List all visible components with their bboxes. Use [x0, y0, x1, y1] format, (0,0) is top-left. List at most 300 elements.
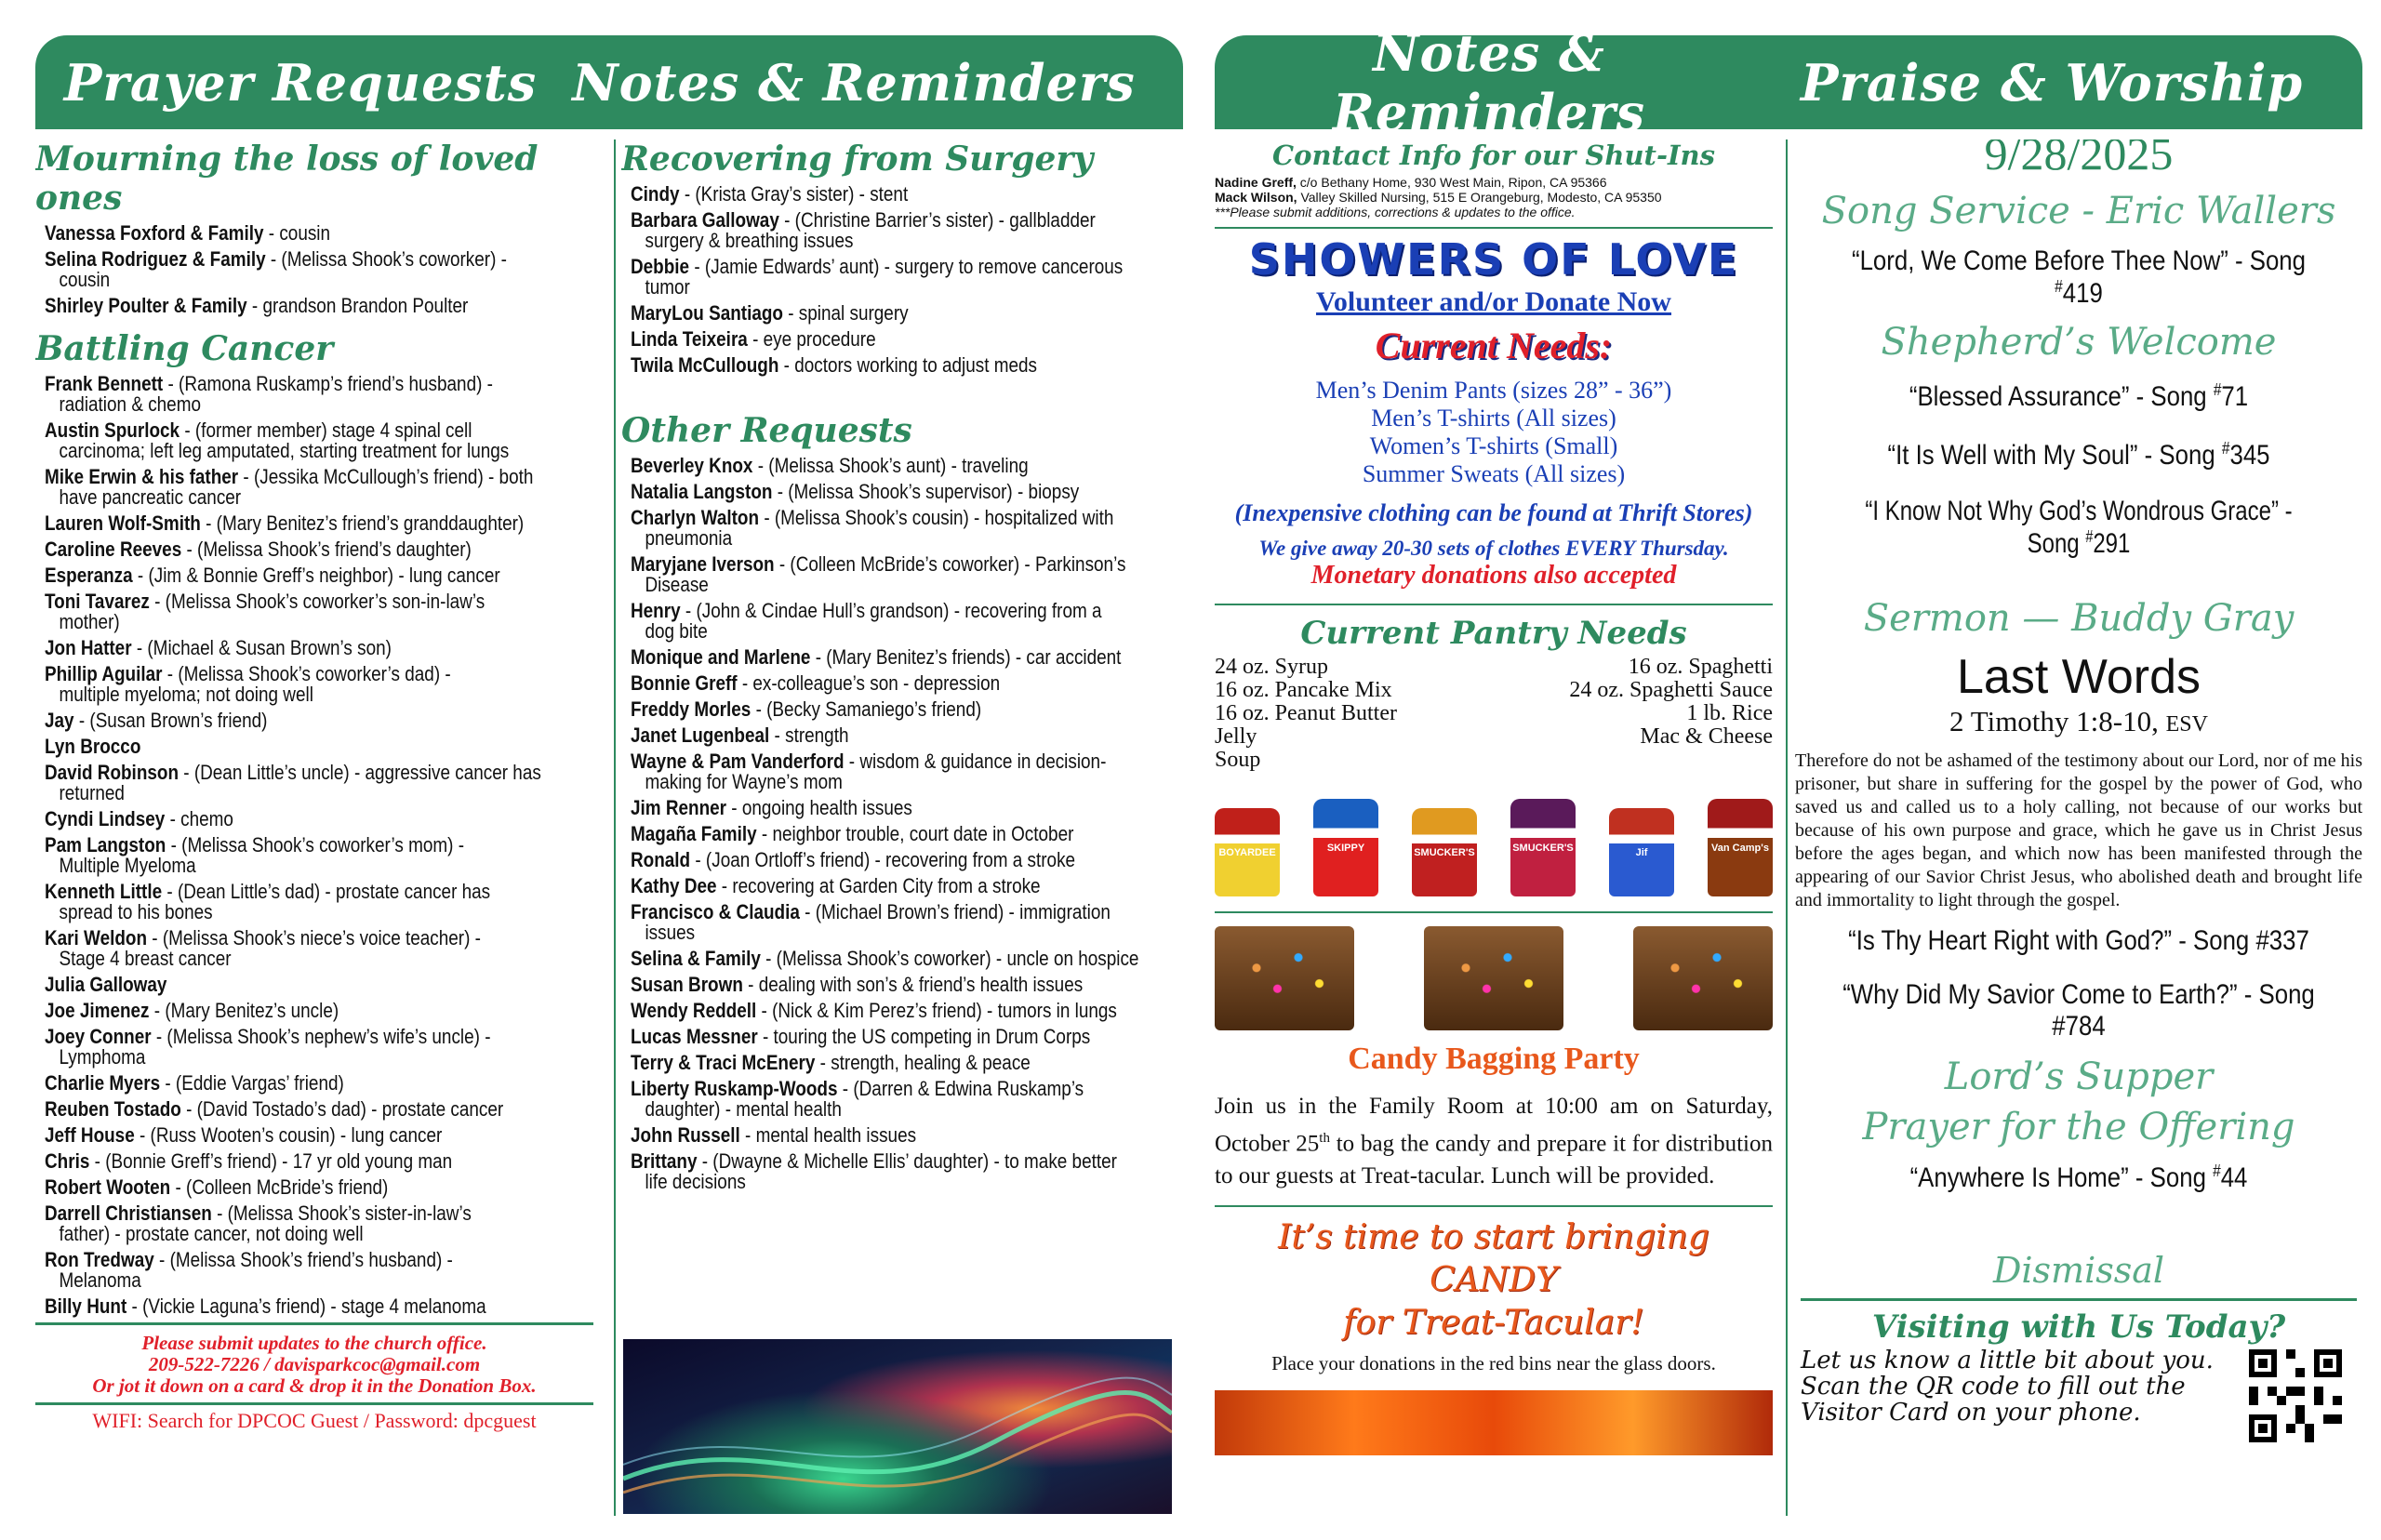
- item-description: - eye procedure: [747, 327, 876, 351]
- list-item: [631, 601, 1179, 642]
- product-label: SKIPPY: [1326, 842, 1365, 854]
- list-item: [631, 1125, 1179, 1146]
- item-name: Kari Weldon: [45, 926, 148, 949]
- column-praise-worship: [1795, 139, 2362, 1525]
- item-continuation: have pancreatic cancer: [59, 485, 242, 509]
- item-name: Frank Bennett: [45, 372, 164, 395]
- item-continuation: multiple myeloma; not doing well: [59, 683, 313, 706]
- item-description: - (Mary Benitez’s friends) - car accident: [810, 645, 1122, 669]
- rule-candy: [1215, 911, 1773, 913]
- shut-in-note: ***Please submit additions, corrections & updates to the office.: [1215, 205, 1576, 219]
- item-name: Debbie: [631, 255, 690, 278]
- item-name: Magaña Family: [631, 822, 757, 845]
- list-item: [45, 1125, 593, 1146]
- list-item: [45, 710, 593, 731]
- heading-other-requests: Other Requests: [621, 411, 912, 450]
- item-name: Freddy Morles: [631, 697, 752, 721]
- list-other-requests: [621, 456, 1179, 1192]
- item-name: Brittany: [631, 1149, 698, 1173]
- list-item: [631, 210, 1179, 251]
- footer-rule-2: [35, 1402, 593, 1405]
- list-item: [631, 257, 1179, 298]
- product-label: BOYARDEE: [1218, 846, 1276, 858]
- list-item: [631, 902, 1179, 943]
- item-name: David Robinson: [45, 761, 180, 784]
- footer-rule: [35, 1322, 593, 1325]
- song-2: “Blessed Assurance” - Song #71: [1909, 380, 2249, 412]
- list-item: [631, 673, 1179, 694]
- list-item: [45, 591, 593, 632]
- item-name: Robert Wooten: [45, 1175, 171, 1199]
- list-item: [631, 303, 1179, 324]
- item-name: Selina & Family: [631, 947, 761, 970]
- item-description: - (Susan Brown’s friend): [73, 709, 268, 732]
- item-description: - (David Tostado’s dad) - prostate cancer: [180, 1097, 504, 1121]
- list-item: [631, 751, 1179, 792]
- item-description: - (Joan Ortloff’s friend) - recovering from a stroke: [690, 848, 1076, 871]
- list-item: [631, 850, 1179, 870]
- item-description: - (Bonnie Greff’s friend) - 17 yr old young man: [89, 1149, 453, 1173]
- list-item: [45, 1250, 593, 1291]
- list-item: [631, 876, 1179, 896]
- item-name: Billy Hunt: [45, 1294, 127, 1318]
- qr-code-icon[interactable]: [2249, 1349, 2342, 1442]
- list-item: [631, 456, 1179, 476]
- heading-battling-cancer: Battling Cancer: [35, 329, 334, 368]
- list-item: [631, 798, 1179, 818]
- item-continuation: mother): [59, 610, 120, 633]
- giveaway-note: We give away 20-30 sets of clothes EVERY Thursday.: [1258, 537, 1729, 560]
- item-description: - (Michael Brown’s friend) - immigration: [799, 900, 1111, 923]
- item-description: - (Melissa Shook’s coworker’s son-in-law’s: [149, 590, 486, 613]
- pantry-images: [1215, 785, 1773, 896]
- item-name: Ronald: [631, 848, 691, 871]
- list-item: [45, 223, 593, 244]
- item-continuation: Disease: [645, 573, 709, 596]
- item-name: Terry & Traci McEnery: [631, 1051, 816, 1074]
- item-description: - (Nick & Kim Perez’s friend) - tumors in lungs: [756, 999, 1117, 1022]
- lords-supper-heading: Lord’s Supper: [1944, 1055, 2214, 1098]
- item-name: Francisco & Claudia: [631, 900, 800, 923]
- item-continuation: Lymphoma: [59, 1045, 146, 1069]
- item-name: Selina Rodriguez & Family: [45, 247, 266, 271]
- item-name: Monique and Marlene: [631, 645, 811, 669]
- pantry-item: Jelly: [1215, 724, 1257, 749]
- item-continuation: Stage 4 breast cancer: [59, 947, 232, 970]
- item-continuation: returned: [59, 781, 125, 804]
- item-description: - neighbor trouble, court date in October: [756, 822, 1074, 845]
- item-description: - (Melissa Shook’s niece’s voice teacher) -: [147, 926, 481, 949]
- visiting-heading: Visiting with Us Today?: [1871, 1308, 2286, 1346]
- item-description: - (Colleen McBride’s coworker) - Parkinson’s: [774, 552, 1126, 576]
- list-item: [631, 329, 1179, 350]
- item-name: Esperanza: [45, 564, 133, 587]
- item-description: - (Colleen McBride’s friend): [170, 1175, 389, 1199]
- item-name: Barbara Galloway: [631, 208, 779, 232]
- list-item: [45, 513, 593, 534]
- item-description: - (Mary Benitez’s friend’s granddaughter): [200, 511, 525, 535]
- item-continuation: life decisions: [645, 1170, 746, 1193]
- item-description: - (Dwayne & Michelle Ellis’ daughter) - to make better: [697, 1149, 1117, 1173]
- pantry-lists: [1215, 656, 1773, 772]
- song-6: “Why Did My Savior Come to Earth?” - Song #784: [1842, 979, 2315, 1042]
- wave-lines: [623, 1339, 1172, 1514]
- item-name: Joe Jimenez: [45, 999, 150, 1022]
- item-continuation: Melanoma: [59, 1268, 141, 1292]
- item-continuation: father) - prostate cancer, not doing well: [59, 1222, 364, 1245]
- song-4: “I Know Not Why God’s Wondrous Grace” - Song #291: [1865, 496, 2293, 559]
- item-name: Charlyn Walton: [631, 506, 760, 529]
- item-name: Jon Hatter: [45, 636, 132, 659]
- candy-bagging-text: Join us in the Family Room at 10:00 am on Saturday, October 25th to bag the candy and prepare it for distribution to our guests at Treat-tacular. Lunch will be provided.: [1215, 1094, 1773, 1189]
- item-name: Wayne & Pam Vanderford: [631, 750, 845, 773]
- list-item: [45, 638, 593, 658]
- item-name: Linda Teixeira: [631, 327, 748, 351]
- item-name: Mike Erwin & his father: [45, 465, 239, 488]
- rule-visiting: [1801, 1298, 2357, 1301]
- item-continuation: cousin: [59, 268, 111, 291]
- list-item: [45, 1296, 593, 1317]
- pantry-item: 16 oz. Peanut Butter: [1215, 701, 1397, 725]
- need-item: Women’s T-shirts (Small): [1369, 432, 1618, 459]
- donation-bins-note: Place your donations in the red bins near the glass doors.: [1271, 1352, 1716, 1375]
- item-description: - (former member) stage 4 spinal cell: [180, 418, 472, 442]
- item-name: Phillip Aguilar: [45, 662, 163, 685]
- item-description: - (Melissa Shook’s coworker’s mom) -: [166, 833, 465, 856]
- item-name: Chris: [45, 1149, 90, 1173]
- list-item: [631, 699, 1179, 720]
- shut-in-1: Nadine Greff, c/o Bethany Home, 930 West Main, Ripon, CA 95366: [1215, 175, 1607, 190]
- item-description: - (Darren & Edwina Ruskamp’s: [837, 1077, 1084, 1100]
- item-name: Caroline Reeves: [45, 538, 182, 561]
- list-item: [45, 249, 593, 290]
- list-item: [631, 824, 1179, 844]
- list-item: [631, 355, 1179, 376]
- item-continuation: tumor: [645, 275, 690, 299]
- column-prayer-requests: [35, 139, 593, 1525]
- bring-candy-banner: [1215, 1216, 1773, 1345]
- list-recovering-surgery: [621, 184, 1179, 376]
- needs-list: [1215, 377, 1773, 488]
- item-name: MaryLou Santiago: [631, 301, 783, 325]
- candy-photo-3: [1633, 926, 1773, 1030]
- footer-line-2: 209-522-7226 / davisparkcoc@gmail.com: [148, 1353, 481, 1375]
- pantry-item: 24 oz. Syrup: [1215, 655, 1328, 679]
- list-item: [631, 482, 1179, 502]
- item-name: Wendy Reddell: [631, 999, 757, 1022]
- rule-shut-ins: [1215, 227, 1773, 229]
- divider-3: [1786, 139, 1788, 1516]
- pantry-right-list: [1569, 656, 1773, 772]
- item-description: - (Jim & Bonnie Greff’s neighbor) - lung cancer: [132, 564, 500, 587]
- banner-right: [1215, 22, 2362, 142]
- list-item: [45, 737, 593, 757]
- pantry-item: 16 oz. Pancake Mix: [1215, 678, 1392, 702]
- list-item: [631, 508, 1179, 549]
- banner-title-notes-reminders: Notes & Reminders: [572, 52, 1136, 113]
- shut-in-2: Mack Wilson, Valley Skilled Nursing, 515 E Orangeburg, Modesto, CA 95350: [1215, 190, 1662, 205]
- heading-shut-ins: Contact Info for our Shut-Ins: [1272, 139, 1715, 171]
- pantry-product-image: [1609, 808, 1674, 896]
- item-name: Reuben Tostado: [45, 1097, 181, 1121]
- item-description: - cousin: [263, 221, 331, 245]
- item-description: - (Melissa Shook’s supervisor) - biopsy: [772, 480, 1080, 503]
- item-name: Lauren Wolf-Smith: [45, 511, 201, 535]
- item-name: Kathy Dee: [631, 874, 717, 897]
- shepherds-welcome-heading: Shepherd’s Welcome: [1881, 321, 2277, 364]
- list-item: [45, 539, 593, 560]
- item-name: Lyn Brocco: [45, 735, 141, 758]
- item-description: - ongoing health issues: [726, 796, 912, 819]
- list-item: [631, 1079, 1179, 1120]
- monetary-note: Monetary donations also accepted: [1310, 561, 1677, 590]
- item-description: - (Melissa Shook’s sister-in-law’s: [211, 1201, 472, 1225]
- song-1: “Lord, We Come Before Thee Now” - Song #419: [1851, 246, 2307, 309]
- pantry-product-image: [1215, 808, 1280, 896]
- list-mourning: [35, 223, 593, 316]
- scripture-reference: 2 Timothy 1:8-10, ESV: [1949, 705, 2208, 737]
- showers-of-love-title: SHOWERS OF LOVE: [1248, 234, 1739, 285]
- item-description: - chemo: [165, 807, 233, 830]
- item-description: - (Dean Little’s uncle) - aggressive cancer has: [179, 761, 541, 784]
- bring-candy-line-1: It’s time to start bringing CANDY: [1278, 1218, 1709, 1300]
- pantry-item: 24 oz. Spaghetti Sauce: [1569, 678, 1773, 702]
- pantry-product-image: [1313, 799, 1378, 896]
- item-description: - (Vickie Laguna’s friend) - stage 4 melanoma: [126, 1294, 486, 1318]
- item-name: Janet Lugenbeal: [631, 724, 770, 747]
- need-item: Men’s Denim Pants (sizes 28” - 36”): [1315, 377, 1672, 404]
- sermon-heading: Sermon — Buddy Gray: [1863, 597, 2295, 640]
- thrift-note: (Inexpensive clothing can be found at Thrift Stores): [1234, 499, 1753, 526]
- volunteer-link[interactable]: Volunteer and/or Donate Now: [1316, 286, 1671, 317]
- item-continuation: making for Wayne’s mom: [645, 770, 843, 793]
- item-name: Cindy: [631, 182, 680, 206]
- list-item: [45, 1151, 593, 1172]
- item-description: - (Melissa Shook’s aunt) - traveling: [752, 454, 1029, 477]
- item-continuation: carcinoma; left leg amputated, starting treatment for lungs: [59, 439, 510, 462]
- banner-left: [35, 35, 1183, 129]
- item-name: Susan Brown: [631, 973, 743, 996]
- song-7: “Anywhere Is Home” - Song #44: [1909, 1162, 2248, 1193]
- footer-note: [35, 1333, 593, 1397]
- item-description: - strength, healing & peace: [815, 1051, 1031, 1074]
- pantry-item: Mac & Cheese: [1640, 724, 1773, 749]
- list-item: [45, 1203, 593, 1244]
- list-item: [631, 184, 1179, 205]
- banner-title-praise-worship: Praise & Worship: [1800, 52, 2304, 113]
- list-item: [45, 928, 593, 969]
- item-description: - strength: [769, 724, 849, 747]
- list-item: [45, 809, 593, 830]
- item-description: - touring the US competing in Drum Corps: [757, 1025, 1091, 1048]
- candy-bagging-title: Candy Bagging Party: [1348, 1042, 1640, 1076]
- item-name: Lucas Messner: [631, 1025, 758, 1048]
- item-name: Charlie Myers: [45, 1071, 161, 1095]
- heading-recovering-surgery: Recovering from Surgery: [621, 139, 1094, 179]
- song-5: “Is Thy Heart Right with God?” - Song #337: [1848, 925, 2309, 956]
- item-name: Cyndi Lindsey: [45, 807, 166, 830]
- item-description: - (Russ Wooten’s cousin) - lung cancer: [134, 1123, 443, 1147]
- item-name: John Russell: [631, 1123, 740, 1147]
- item-description: - mental health issues: [739, 1123, 917, 1147]
- item-description: - (Melissa Shook’s cousin) - hospitalized with: [759, 506, 1114, 529]
- pantry-product-image: [1510, 799, 1576, 896]
- list-item: [45, 565, 593, 586]
- item-description: - (John & Cindae Hull’s grandson) - recovering from a: [680, 599, 1102, 622]
- item-description: - (Melissa Shook’s nephew’s wife’s uncle) -: [151, 1025, 491, 1048]
- item-name: Julia Galloway: [45, 973, 167, 996]
- shut-ins-info: [1215, 175, 1773, 219]
- item-name: Beverley Knox: [631, 454, 753, 477]
- list-item: [45, 467, 593, 508]
- need-item: Men’s T-shirts (All sizes): [1371, 405, 1616, 431]
- list-item: [45, 296, 593, 316]
- item-name: Pam Langston: [45, 833, 166, 856]
- fire-banner-image: [1215, 1390, 1773, 1455]
- pantry-item: Soup: [1215, 748, 1261, 772]
- item-description: - dealing with son’s & friend’s health issues: [742, 973, 1084, 996]
- item-name: Henry: [631, 599, 681, 622]
- item-description: - (Eddie Vargas’ friend): [160, 1071, 344, 1095]
- item-description: - (Melissa Shook’s coworker’s dad) -: [162, 662, 451, 685]
- list-item: [45, 1073, 593, 1094]
- item-name: Jeff House: [45, 1123, 135, 1147]
- item-name: Natalia Langston: [631, 480, 773, 503]
- list-item: [631, 949, 1179, 969]
- item-description: - (Michael & Susan Brown’s son): [131, 636, 392, 659]
- item-name: Jim Renner: [631, 796, 727, 819]
- footer-line-3: Or jot it down on a card & drop it in the Donation Box.: [92, 1374, 537, 1397]
- item-name: Maryjane Iverson: [631, 552, 775, 576]
- pantry-product-image: [1412, 808, 1477, 896]
- column-notes-reminders-2: [1215, 139, 1773, 1525]
- current-needs-title: Current Needs:: [1375, 325, 1613, 366]
- candy-images: [1215, 926, 1773, 1030]
- list-item: [631, 1027, 1179, 1047]
- item-continuation: daughter) - mental health: [645, 1097, 842, 1121]
- list-item: [631, 554, 1179, 595]
- item-description: - (Jamie Edwards’ aunt) - surgery to remove cancerous: [689, 255, 1124, 278]
- item-continuation: issues: [645, 921, 696, 944]
- divider-1: [614, 139, 616, 1516]
- item-description: - (Melissa Shook’s friend’s daughter): [181, 538, 472, 561]
- rule-treat: [1215, 1205, 1773, 1207]
- item-name: Shirley Poulter & Family: [45, 294, 247, 317]
- sermon-title: Last Words: [1956, 650, 2201, 704]
- heading-pantry-needs: Current Pantry Needs: [1300, 615, 1687, 652]
- list-item: [631, 647, 1179, 668]
- item-continuation: surgery & breathing issues: [645, 229, 854, 252]
- list-item: [45, 1001, 593, 1021]
- item-description: - recovering at Garden City from a stroke: [716, 874, 1041, 897]
- item-name: Joey Conner: [45, 1025, 152, 1048]
- list-item: [45, 1027, 593, 1068]
- item-description: - (Christine Barrier’s sister) - gallbladder: [778, 208, 1096, 232]
- footer-line-1: Please submit updates to the church office.: [141, 1332, 487, 1354]
- candy-photo-1: [1215, 926, 1354, 1030]
- item-name: Twila McCullough: [631, 353, 779, 377]
- heading-mourning: Mourning the loss of loved ones: [35, 139, 539, 218]
- item-description: - (Dean Little’s dad) - prostate cancer has: [162, 880, 491, 903]
- dismissal-heading: Dismissal: [1992, 1250, 2165, 1291]
- banner-title-prayer-requests: Prayer Requests: [63, 52, 538, 113]
- item-description: - grandson Brandon Poulter: [246, 294, 469, 317]
- column-notes-reminders: [621, 139, 1179, 1525]
- item-name: Toni Tavarez: [45, 590, 150, 613]
- list-item: [45, 763, 593, 803]
- list-item: [45, 835, 593, 876]
- need-item: Summer Sweats (All sizes): [1362, 460, 1626, 487]
- scripture-text: Therefore do not be ashamed of the testimony about our Lord, nor of me his prisoner, but share in suffering for the gospel by the power of God, who saved us and called us to a holy calling, not because of our works but because of his own purpose and grace, which he gave us in Christ Jesus before the ages began, and which now has been manifested through the appearing of our Savior Christ Jesus, who abolished death and brought life and immortality to light through the gospel.: [1795, 750, 2362, 910]
- item-description: - (Melissa Shook’s coworker) - uncle on hospice: [760, 947, 1139, 970]
- list-item: [45, 374, 593, 415]
- pantry-product-image: [1708, 799, 1773, 896]
- item-description: - (Mary Benitez’s uncle): [149, 999, 339, 1022]
- list-item: [45, 420, 593, 461]
- product-label: Jif: [1635, 846, 1648, 858]
- product-label: SMUCKER'S: [1414, 846, 1475, 858]
- service-date: 9/28/2025: [1984, 139, 2174, 179]
- item-description: - (Becky Samaniego’s friend): [751, 697, 982, 721]
- item-continuation: dog bite: [645, 619, 708, 643]
- product-label: Van Camp's: [1711, 842, 1769, 854]
- item-name: Bonnie Greff: [631, 671, 738, 695]
- item-continuation: spread to his bones: [59, 900, 213, 923]
- pantry-item: 16 oz. Spaghetti: [1628, 655, 1773, 679]
- item-continuation: radiation & chemo: [59, 392, 201, 416]
- list-item: [45, 882, 593, 923]
- item-name: Kenneth Little: [45, 880, 163, 903]
- item-name: Ron Tredway: [45, 1248, 154, 1271]
- item-name: Austin Spurlock: [45, 418, 180, 442]
- item-description: - (Krista Gray’s sister) - stent: [679, 182, 909, 206]
- list-item: [45, 664, 593, 705]
- item-name: Jay: [45, 709, 74, 732]
- pantry-item: 1 lb. Rice: [1686, 701, 1773, 725]
- item-name: Darrell Christiansen: [45, 1201, 212, 1225]
- song-3: “It Is Well with My Soul” - Song #345: [1887, 439, 2270, 471]
- item-description: - wisdom & guidance in decision-: [844, 750, 1107, 773]
- visitor-section: [1795, 1348, 2362, 1442]
- item-continuation: Multiple Myeloma: [59, 854, 196, 877]
- item-description: - (Melissa Shook’s friend’s husband) -: [153, 1248, 453, 1271]
- item-name: Liberty Ruskamp-Woods: [631, 1077, 838, 1100]
- song-service-heading: Song Service - Eric Wallers: [1821, 190, 2336, 232]
- item-description: - (Jessika McCullough’s friend) - both: [238, 465, 534, 488]
- wifi-info: WIFI: Search for DPCOC Guest / Password: dpcguest: [92, 1409, 537, 1432]
- banner-title-notes-reminders-2: Notes & Reminders: [1332, 22, 1646, 142]
- pantry-left-list: [1215, 656, 1397, 772]
- list-item: [631, 1053, 1179, 1073]
- candy-photo-2: [1424, 926, 1563, 1030]
- item-description: - spinal surgery: [782, 301, 909, 325]
- product-label: SMUCKER'S: [1512, 842, 1574, 854]
- bring-candy-line-2: for Treat-Tacular!: [1343, 1304, 1644, 1343]
- list-item: [45, 1177, 593, 1198]
- item-description: - (Ramona Ruskamp’s friend’s husband) -: [163, 372, 493, 395]
- item-description: - ex-colleague’s son - depression: [737, 671, 1001, 695]
- list-item: [631, 1001, 1179, 1021]
- list-item: [631, 725, 1179, 746]
- list-item: [631, 975, 1179, 995]
- item-description: - doctors working to adjust meds: [778, 353, 1038, 377]
- item-description: - (Melissa Shook’s coworker) -: [265, 247, 507, 271]
- list-item: [631, 1151, 1179, 1192]
- item-name: Vanessa Foxford & Family: [45, 221, 264, 245]
- list-battling-cancer: [35, 374, 593, 1317]
- list-item: [45, 1099, 593, 1120]
- abstract-wave-image: [623, 1339, 1172, 1514]
